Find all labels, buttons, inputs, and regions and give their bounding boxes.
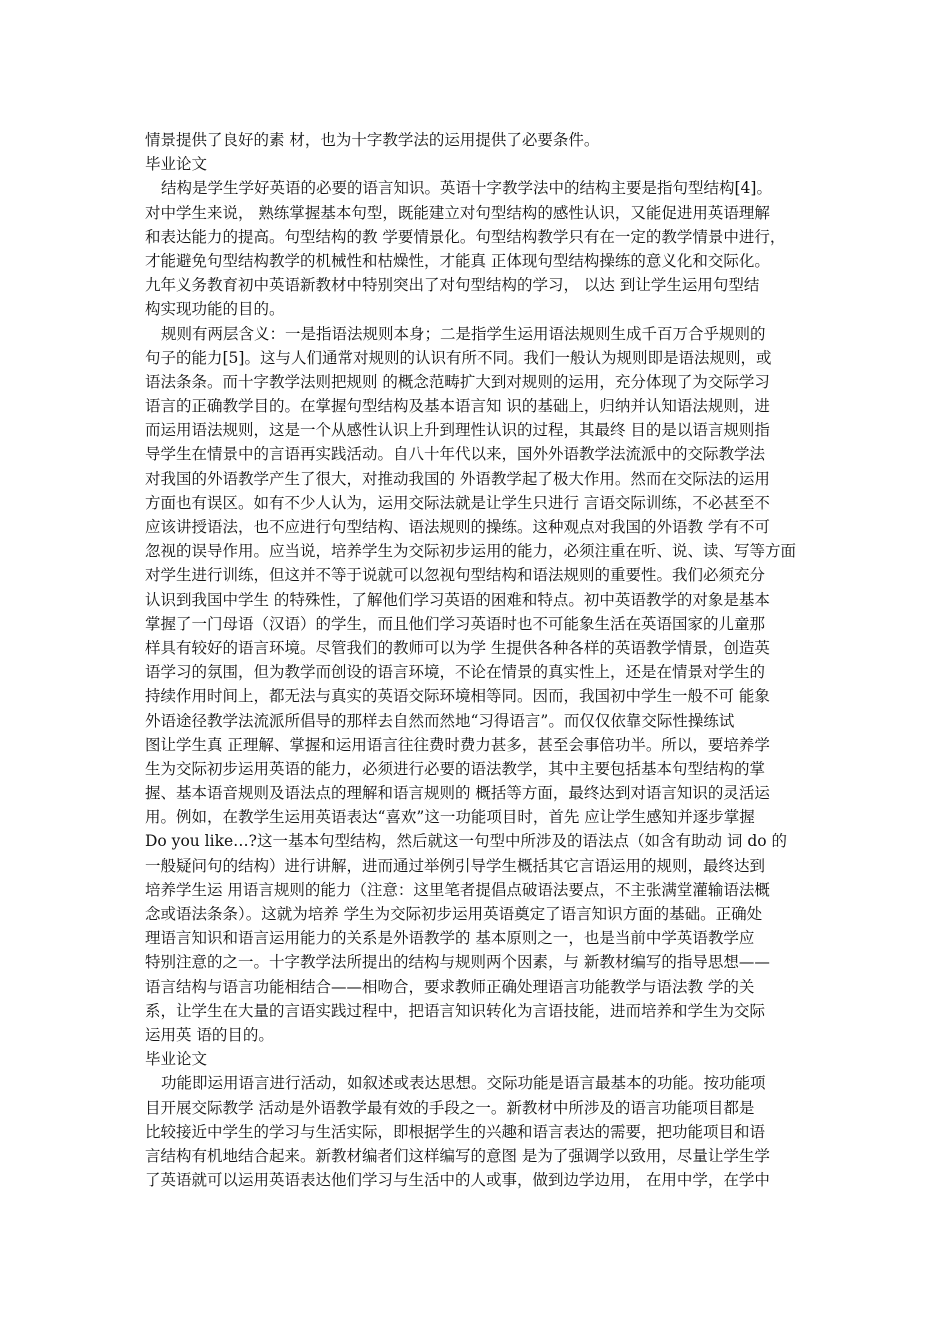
text-line: 语法条条。而十字教学法则把规则 的概念范畴扩大到对规则的运用，充分体现了为交际学习 bbox=[145, 372, 770, 391]
text-line: 情景提供了良好的素 材，也为十字教学法的运用提供了必要条件。 bbox=[145, 131, 600, 149]
text-line: 导学生在情景中的言语再实践活动。自八十年代以来，国外外语教学法流派中的交际教学法 bbox=[145, 445, 766, 464]
text-line: 生为交际初步运用英语的能力，必须进行必要的语法教学，其中主要包括基本句型结构的掌 bbox=[145, 759, 766, 778]
text-line: 认识到我国中学生 的特殊性，了解他们学习英语的困难和特点。初中英语教学的对象是基本 bbox=[145, 590, 770, 609]
text-line: 持续作用时间上，都无法与真实的英语交际环境相等同。因而，我国初中学生一般不可 能象 bbox=[145, 687, 770, 706]
text-line: 忽视的误导作用。应当说，培养学生为交际初步运用的能力，必须注重在听、说、读、写等方面 bbox=[145, 542, 797, 561]
text-line: 应该讲授语法，也不应进行句型结构、语法规则的操练。这种观点对我国的外语教 学有不可 bbox=[145, 518, 770, 536]
section-heading: 毕业论文 bbox=[145, 1050, 208, 1069]
text-line: 用。例如，在教学生运用英语表达“喜欢”这一功能项目时，首先 应让学生感知并逐步掌握 bbox=[145, 808, 755, 827]
text-line: 语言的正确教学目的。在掌握句型结构及基本语言知 识的基础上，归纳并认知语法规则，进 bbox=[145, 397, 770, 416]
text-line: 对学生进行训练，但这并不等于说就可以忽视句型结构和语法规则的重要性。我们必须充分 bbox=[145, 566, 766, 585]
text-line: 结构是学生学好英语的必要的语言知识。英语十字教学法中的结构主要是指句型结构[4]。 bbox=[161, 179, 772, 198]
text-line: 语学习的氛围，但为教学而创设的语言环境，不论在情景的真实性上，还是在情景对学生的 bbox=[145, 663, 766, 682]
text-line: 外语途径教学法流派所倡导的那样去自然而然地“习得语言”。而仅仅依靠交际性操练试 bbox=[145, 711, 735, 730]
text-line: 握、基本语音规则及语法点的理解和语言规则的 概括等方面，最终达到对语言知识的灵活运 bbox=[145, 784, 770, 803]
text-line: 掌握了一门母语（汉语）的学生，而且他们学习英语时也不可能象生活在英语国家的儿童那 bbox=[145, 614, 766, 633]
text-line: 了英语就可以运用英语表达他们学习与生活中的人或事，做到边学边用， 在用中学，在学中 bbox=[145, 1171, 770, 1190]
paragraph bbox=[145, 128, 810, 152]
text-line: 和表达能力的提高。句型结构的教 学要情景化。句型结构教学只有在一定的教学情景中进行， bbox=[145, 227, 786, 246]
text-line: 规则有两层含义：一是指语法规则本身；二是指学生运用语法规则生成千百万合乎规则的 bbox=[161, 324, 766, 343]
text-line: 才能避免句型结构教学的机械性和枯燥性，才能真 正体现句型结构操练的意义化和交际化。 bbox=[145, 251, 770, 270]
text-line: 言结构有机地结合起来。新教材编者们这样编写的意图 是为了强调学以致用，尽量让学生学 bbox=[145, 1146, 770, 1165]
text-line: 句子的能力[5]。这与人们通常对规则的认识有所不同。我们一般认为规则即是语法规则，或 bbox=[145, 348, 772, 367]
paragraph bbox=[145, 1071, 810, 1192]
text-line: 而运用语法规则，这是一个从感性认识上升到理性认识的过程，其最终 目的是以语言规则指 bbox=[145, 421, 770, 440]
text-line: 样具有较好的语言环境。尽管我们的教师可以为学 生提供各种各样的英语教学情景，创造英 bbox=[145, 638, 770, 657]
text-line: 对我国的外语教学产生了很大，对推动我国的 外语教学起了极大作用。然而在交际法的运用 bbox=[145, 469, 770, 488]
text-line: 系，让学生在大量的言语实践过程中，把语言知识转化为言语技能，进而培养和学生为交际 bbox=[145, 1001, 766, 1020]
text-line: 理语言知识和语言运用能力的关系是外语教学的 基本原则之一，也是当前中学英语教学应 bbox=[145, 929, 755, 948]
text-line: 念或语法条条）。这就为培养 学生为交际初步运用英语奠定了语言知识方面的基础。正确处 bbox=[145, 905, 763, 923]
text-line: 功能即运用语言进行活动，如叙述或表达思想。交际功能是语言最基本的功能。按功能项 bbox=[161, 1074, 766, 1093]
text-line: 比较接近中学生的学习与生活实际，即根据学生的兴趣和语言表达的需要，把功能项目和语 bbox=[145, 1122, 766, 1141]
paragraph bbox=[145, 176, 810, 321]
text-line: 构实现功能的目的。 bbox=[145, 300, 285, 319]
text-line: 语言结构与语言功能相结合——相吻合，要求教师正确处理语言功能教学与语法教 学的关 bbox=[145, 977, 755, 996]
text-line: 方面也有误区。如有不少人认为，运用交际法就是让学生只进行 言语交际训练，不必甚至不 bbox=[145, 493, 770, 512]
text-line: 九年义务教育初中英语新教材中特别突出了对句型结构的学习， 以达 到让学生运用句型结 bbox=[145, 276, 760, 295]
text-line: 一般疑问句的结构）进行讲解，进而通过举例引导学生概括其它言语运用的规则，最终达到 bbox=[145, 856, 766, 875]
text-line: 运用英 语的目的。 bbox=[145, 1025, 274, 1044]
text-line: Do you like…?这一基本句型结构，然后就这一句型中所涉及的语法点（如含有助动 词 do 的 bbox=[145, 832, 788, 851]
document-body bbox=[145, 128, 810, 1192]
paragraph bbox=[145, 322, 810, 1048]
text-line: 特别注意的之一。十字教学法所提出的结构与规则两个因素，与 新教材编写的指导思想—— bbox=[145, 953, 770, 972]
section-heading: 毕业论文 bbox=[145, 155, 208, 174]
text-line: 培养学生运 用语言规则的能力（注意：这里笔者提倡点破语法要点，不主张满堂灌输语法概 bbox=[145, 880, 770, 899]
text-line: 目开展交际教学 活动是外语教学最有效的手段之一。新教材中所涉及的语言功能项目都是 bbox=[145, 1098, 755, 1117]
text-line: 对中学生来说， 熟练掌握基本句型，既能建立对句型结构的感性认识，又能促进用英语理解 bbox=[145, 203, 770, 222]
text-line: 图让学生真 正理解、掌握和运用语言往往费时费力甚多，甚至会事倍功半。所以，要培养学 bbox=[145, 735, 770, 754]
